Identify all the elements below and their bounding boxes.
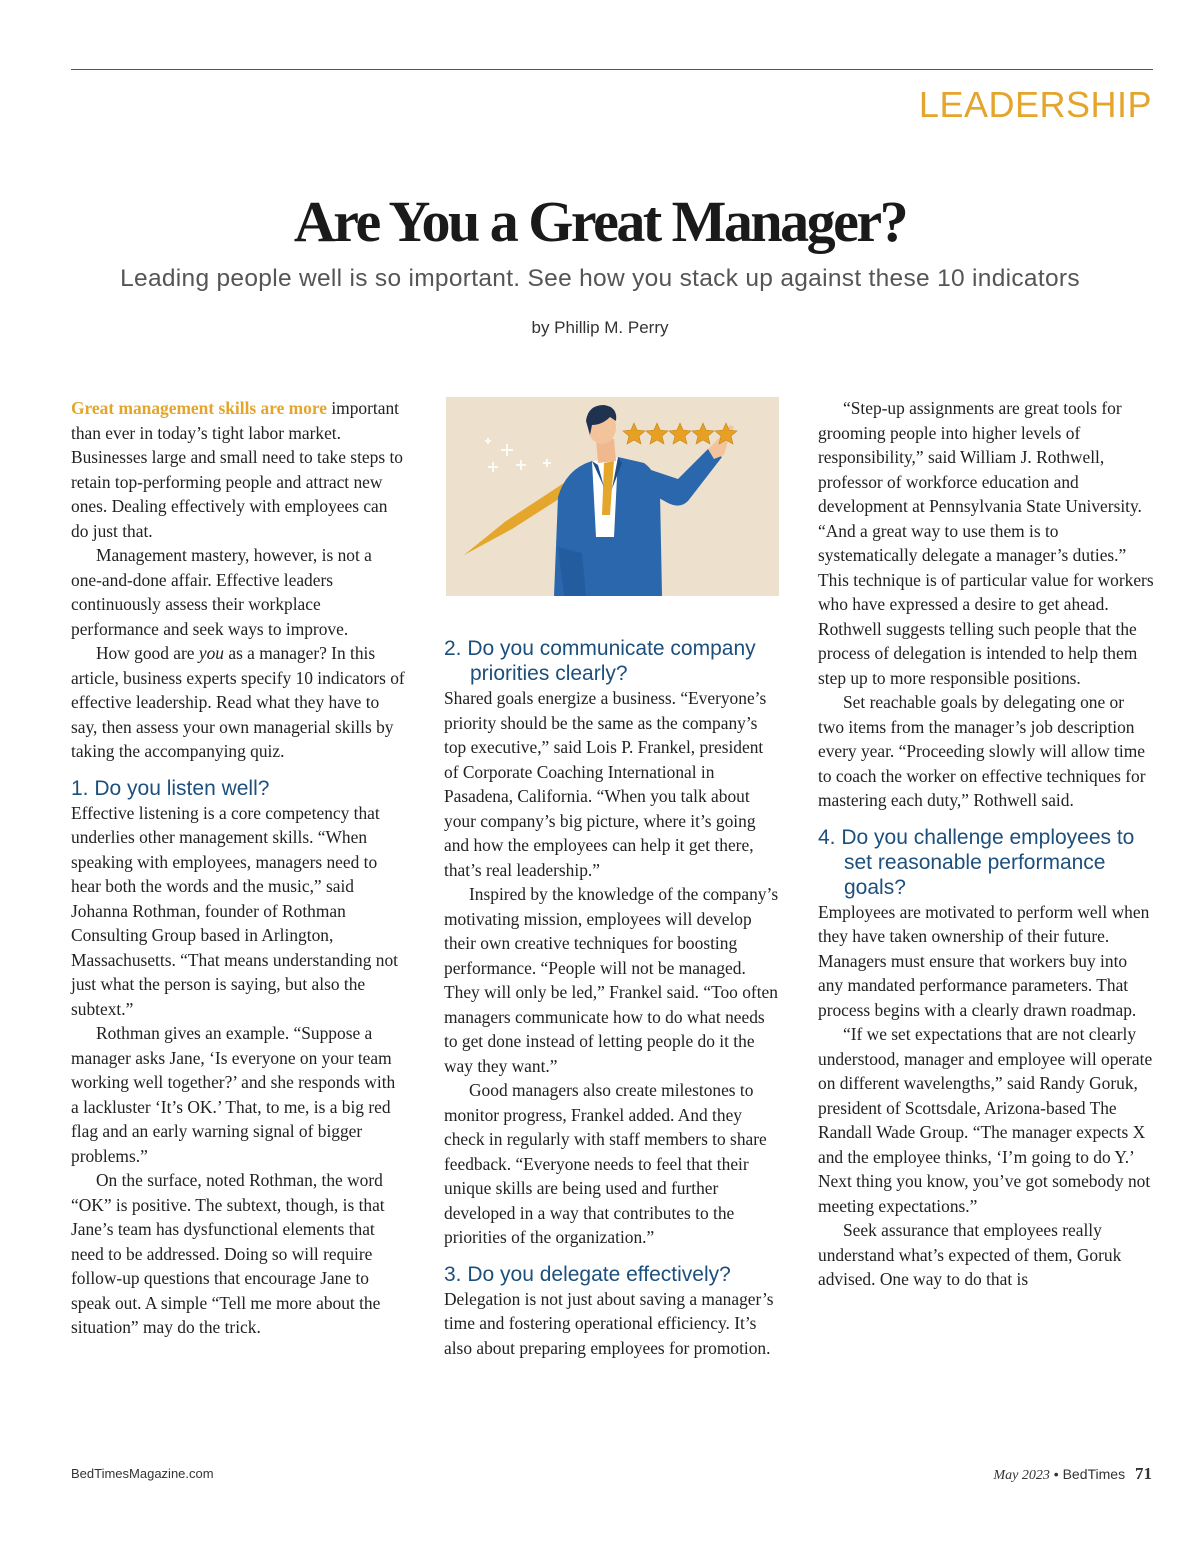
section-3-paragraph-2: “Step-up assignments are great tools for grooming people into higher levels of responsibility,” said William J. Rothwell, professor of workforce education and development at Pennsylvania State University. “And a great way to use them is to systematically delegate a manager’s duties.” This technique is of particular value for workers who have expressed a desire to get ahead. Rothwell suggests telling such people that the process of delegation is intended to help them step up to more responsible positions. (818, 398, 1154, 688)
column-1 (71, 396, 407, 1340)
section-3-heading: 3. Do you delegate effectively? (444, 1262, 731, 1286)
section-1-paragraph-1: Effective listening is a core competency that underlies other management skills. “When speaking with employees, managers need to hear both the words and the music,” said Johanna Rothman, founder of Rothman Consulting Group based in Arlington, Massachusetts. “That means understanding not just what the person is saying, but also the subtext.” (71, 802, 398, 1019)
section-2-paragraph-2: Inspired by the knowledge of the company’s motivating mission, employees will develop their own creative techniques for boosting performance. “People will not be managed. They will only be led,” Frankel said. “Too often managers communicate how to do what needs to get done instead of letting people do it the way they want.” (444, 884, 779, 1076)
intro-paragraph-1 (71, 396, 407, 543)
column-2 (444, 636, 780, 1360)
section-4-heading: 4. Do you challenge employees to set reasonable performance goals? (818, 825, 1135, 899)
manager-rating-stars-illustration (446, 397, 779, 596)
byline: by Phillip M. Perry (531, 318, 669, 337)
section-2-paragraph-3: Good managers also create milestones to monitor progress, Frankel added. And they check in regularly with staff members to share feedback. “Everyone needs to feel that their unique skills are being used and further developed in a way that contributes to the priorities of the organization.” (444, 1080, 767, 1247)
intro-text: important than ever in today’s tight labor market. Businesses large and small need to take steps to retain top-performing people and attract new ones. Dealing effectively with employees can do just that. (71, 398, 403, 541)
section-3-paragraph-3: Set reachable goals by delegating one or two items from the manager’s job description every year. “Proceeding slowly will allow time to coach the worker on effective techniques for mastering each duty,” Rothwell said. (818, 692, 1146, 810)
column-3 (818, 396, 1154, 1292)
footer-website: BedTimesMagazine.com (71, 1466, 214, 1481)
deck-subtitle: Leading people well is so important. See how you stack up against these 10 indicators (120, 265, 1080, 292)
intro-paragraph-2: Management mastery, however, is not a one-and-done affair. Effective leaders continuously assess their workplace performance and seek ways to improve. (71, 545, 372, 639)
section-1-paragraph-3: On the surface, noted Rothman, the word “OK” is positive. The subtext, though, is that Jane’s team has dysfunctional elements that need to be addressed. Doing so will require follow-up questions that encourage Jane to speak out. A simple “Tell me more about the situation” may do the trick. (71, 1170, 385, 1337)
section-2-heading: 2. Do you communicate company priorities clearly? (444, 637, 756, 685)
headline: Are You a Great Manager? (293, 189, 907, 254)
footer-separator: • (1053, 1466, 1059, 1482)
section-4-paragraph-2: “If we set expectations that are not clearly understood, manager and employee will operate on different wavelengths,” said Randy Goruk, president of Scottsdale, Arizona-based The Randall Wade Group. “The manager expects X and the employee thinks, ‘I’m going to do Y.’ Next thing you know, you’ve got somebody not meeting expectations.” (818, 1024, 1153, 1216)
section-2-paragraph-1: Shared goals energize a business. “Everyone’s priority should be the same as the company’s top executive,” said Lois P. Frankel, president of Corporate Coaching International in Pasadena, California. “When you talk about your company’s big picture, where it’s going and how the employees can help it get there, that’s real leadership.” (444, 688, 767, 880)
manager-illustration-svg (446, 397, 779, 596)
intro-text: as a manager? In this article, business experts specify 10 indicators of effective leadership. Read what they have to say, then assess your own managerial skills by taking the accompanying quiz. (71, 643, 405, 761)
footer-date: May 2023 (993, 1468, 1050, 1483)
top-rule (71, 69, 1153, 70)
section-4-paragraph-1: Employees are motivated to perform well when they have taken ownership of their future. Managers must ensure that workers buy into any mandated performance parameters. That process begins with a clearly drawn roadmap. (818, 901, 1150, 1020)
section-4-paragraph-3: Seek assurance that employees really understand what’s expected of them, Goruk advised. One way to do that is (818, 1220, 1122, 1289)
section-label: LEADERSHIP (918, 84, 1152, 125)
section-3-paragraph-1: Delegation is not just about saving a manager’s time and fostering operational efficiency. It’s also about preparing employees for promotion. (444, 1288, 774, 1358)
intro-text: How good are (96, 643, 199, 663)
page-number: 71 (1135, 1464, 1152, 1483)
emphasis: you (198, 643, 224, 663)
lead-in: Great management skills are more (71, 398, 327, 418)
section-1-heading: 1. Do you listen well? (71, 776, 270, 800)
footer-magazine: BedTimes (1062, 1466, 1126, 1482)
footer-folio (994, 1464, 1152, 1484)
intro-paragraph-3 (71, 641, 407, 764)
section-1-paragraph-2: Rothman gives an example. “Suppose a manager asks Jane, ‘Is everyone on your team working well together?’ and she responds with a lackluster ‘It’s OK.’ That, to me, is a big red flag and an early warning signal of bigger problems.” (71, 1023, 396, 1166)
